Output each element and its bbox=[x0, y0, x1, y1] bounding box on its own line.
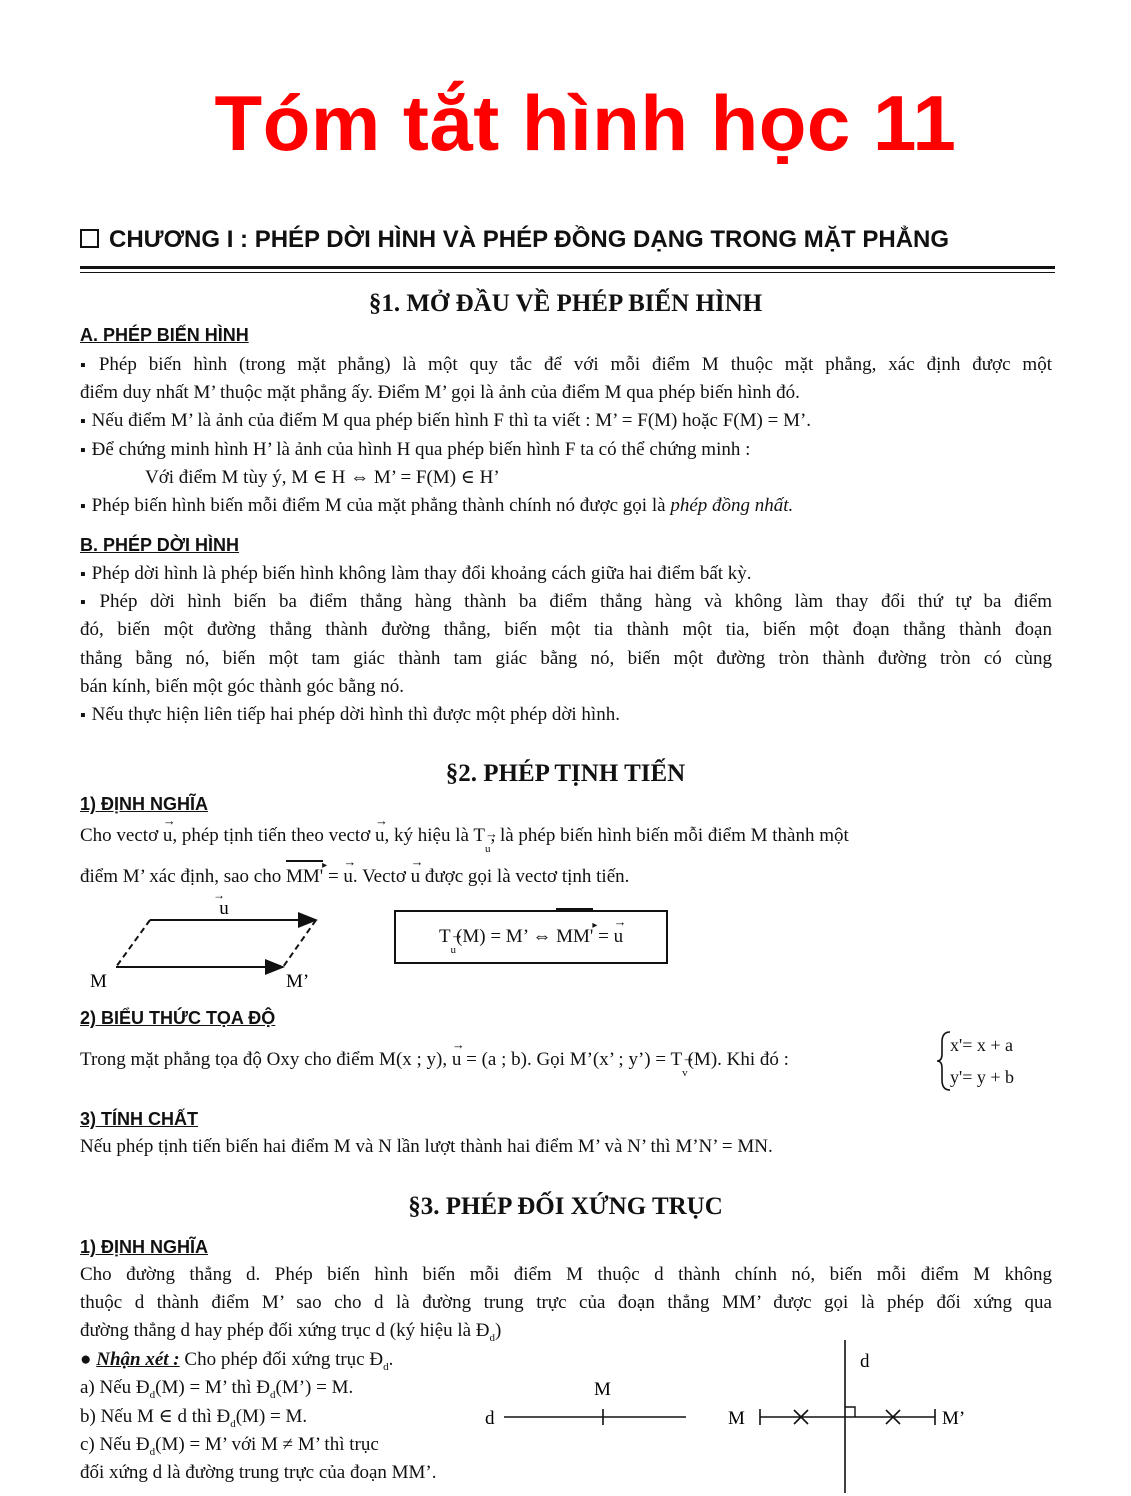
subsection-b-title: B. PHÉP DỜI HÌNH bbox=[80, 535, 240, 555]
label-m: M bbox=[90, 971, 107, 992]
section-3-heading: §3. PHÉP ĐỐI XỨNG TRỤC bbox=[408, 1193, 723, 1220]
paragraph: đường thẳng d hay phép đối xứng trục d (ký hiệu là $Đ_d$) bbox=[80, 1320, 502, 1344]
label-u: u bbox=[219, 898, 229, 919]
divider bbox=[80, 266, 1055, 269]
paragraph: thuộc d thành điểm M’ sao cho d là đường trung trực của đoạn thẳng MM’ được gọi là phép đối xứng qua bbox=[80, 1292, 1052, 1313]
remark: ● Nhận xét : Cho phép đối xứng trục $Đ_d$. bbox=[80, 1349, 394, 1373]
paragraph: Nếu phép tịnh tiến biến hai điểm M và N lần lượt thành hai điểm M’ và N’ thì M’N’ = MN. bbox=[80, 1136, 773, 1157]
remark-item: b) Nếu M ∈ d thì $Đ_d(M) = M$. bbox=[80, 1406, 308, 1430]
paragraph: ▪ Phép dời hình là phép biến hình không làm thay đổi khoảng cách giữa hai điểm bất kỳ. bbox=[80, 561, 1052, 588]
paragraph: Với điểm M tùy ý, M ∈ H ⇔ M’ = F(M) ∈ H’ bbox=[145, 467, 500, 488]
paragraph: ▪ Phép dời hình biến ba điểm thẳng hàng thành ba điểm thẳng hàng và không làm thay đổi thứ tự ba điểm bbox=[80, 589, 1052, 616]
definition-title: 1) ĐỊNH NGHĨA bbox=[80, 1237, 209, 1257]
label-d: d bbox=[485, 1408, 495, 1429]
section-1-heading: §1. MỞ ĐẦU VỀ PHÉP BIẾN HÌNH bbox=[368, 290, 763, 317]
right-angle-icon bbox=[845, 1407, 855, 1417]
vector-arrow-icon: → bbox=[213, 892, 225, 902]
paragraph: đó, biến một đường thẳng thành đường thẳng, biến một tia thành một tia, biến một đoạn thẳng thành đoạn bbox=[80, 619, 1052, 640]
paragraph: Trong mặt phẳng tọa độ Oxy cho điểm M(x ; y), → u = (a ; b). Gọi M’(x’ ; y’) = T→ $_v$(M). Khi đó : bbox=[80, 1047, 789, 1080]
subsection-a-title: A. PHÉP BIẾN HÌNH bbox=[80, 325, 249, 345]
paragraph: ▪ Phép biến hình (trong mặt phẳng) là một quy tắc để với mỗi điểm M thuộc mặt phẳng, xác định được một bbox=[80, 352, 1052, 379]
paragraph: bán kính, biến một góc thành góc bằng nó. bbox=[80, 676, 404, 697]
equation-line: y'= y + b bbox=[950, 1067, 1015, 1087]
paragraph: điểm duy nhất M’ thuộc mặt phẳng ấy. Điểm M’ gọi là ảnh của điểm M qua phép biến hình đó. bbox=[80, 382, 800, 403]
label-m-prime: M’ bbox=[286, 971, 310, 992]
section-2-heading: §2. PHÉP TỊNH TIẾN bbox=[445, 760, 686, 787]
property-title: 3) TÍNH CHẤT bbox=[80, 1109, 198, 1129]
chapter-heading bbox=[80, 226, 949, 254]
paragraph: thẳng bằng nó, biến một tam giác thành tam giác bằng nó, biến một đường tròn thành đường tròn có cùng bbox=[80, 648, 1052, 669]
bullet-icon: ● bbox=[80, 1349, 92, 1370]
label-m: M bbox=[728, 1408, 745, 1429]
translation-formula-box: T→ $_u$(M) = M’ ⇔ MM' ▸ = → u bbox=[394, 910, 668, 964]
paragraph: ▪ Nếu thực hiện liên tiếp hai phép dời hình thì được một phép dời hình. bbox=[80, 702, 1052, 729]
paragraph: ▪ Phép biến hình biến mỗi điểm M của mặt phẳng thành chính nó được gọi là phép đồng nhất. bbox=[80, 493, 1052, 520]
label-d: d bbox=[860, 1351, 870, 1372]
label-m: M bbox=[594, 1379, 611, 1400]
remark-item: c) Nếu $Đ_d(M) = M$’ với M ≠ M’ thì trục bbox=[80, 1434, 379, 1458]
paragraph: ▪ Để chứng minh hình H’ là ảnh của hình H qua phép biến hình F ta có thể chứng minh : bbox=[80, 437, 1052, 464]
checkbox-icon bbox=[80, 229, 99, 248]
definition-title: 1) ĐỊNH NGHĨA bbox=[80, 794, 209, 814]
paragraph: Cho vectơ → u, phép tịnh tiến theo vectơ → u, ký hiệu là T→ $_u$, là phép biến hình biến mỗi điểm M thành một bbox=[80, 823, 1052, 856]
paragraph: Cho đường thẳng d. Phép biến hình biến mỗi điểm M thuộc d thành chính nó, biến mỗi điểm M không bbox=[80, 1264, 1052, 1285]
coordinate-title: 2) BIỂU THỨC TỌA ĐỘ bbox=[80, 1008, 276, 1028]
page-title: Tóm tắt hình học 11 bbox=[214, 79, 957, 167]
label-m-prime: M’ bbox=[942, 1408, 966, 1429]
equation-line: x'= x + a bbox=[950, 1035, 1014, 1055]
chapter-title: CHƯƠNG I : PHÉP DỜI HÌNH VÀ PHÉP ĐỒNG DẠNG TRONG MẶT PHẲNG bbox=[109, 226, 950, 253]
remark-item: a) Nếu $Đ_d(M) = M$’ thì $Đ_d(M’) = M$. bbox=[80, 1377, 354, 1401]
dashed-line bbox=[283, 920, 316, 967]
reflection-figure bbox=[480, 1335, 1000, 1495]
dashed-line bbox=[116, 920, 150, 967]
remark-item: đối xứng d là đường trung trực của đoạn MM’. bbox=[80, 1462, 437, 1483]
divider bbox=[80, 272, 1055, 273]
paragraph: ▪ Nếu điểm M’ là ảnh của điểm M qua phép biến hình F thì ta viết : M’ = F(M) hoặc F(M) = M’. bbox=[80, 408, 1052, 435]
paragraph: điểm M’ xác định, sao cho MM' ▸ = → u. Vectơ → u được gọi là vectơ tịnh tiến. bbox=[80, 864, 1052, 890]
translation-figure bbox=[86, 892, 346, 992]
